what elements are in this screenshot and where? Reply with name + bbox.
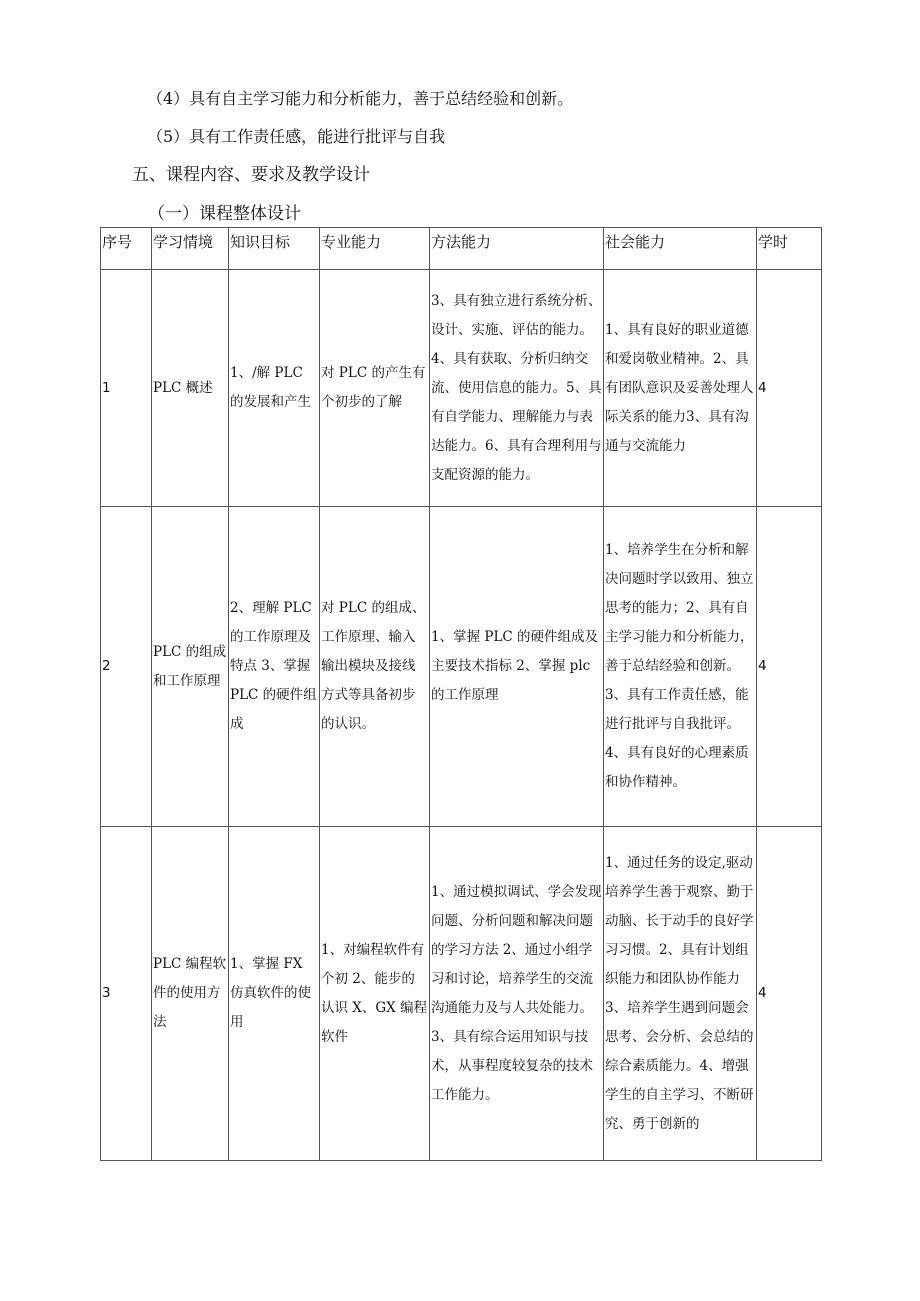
cell-social: 1、通过任务的设定,驱动培养学生善于观察、勤于动脑、长于动手的良好学习习惯。2、具有计划组织能力和团队协作能力 3、培养学生遇到问题会思考、会分析、会总结的综合素质能力。4、增强学生的自主学习、不断研究、勇于创新的: [604, 827, 757, 1161]
cell-knowledge: 2、理解 PLC 的工作原理及特点 3、掌握 PLC 的硬件组成: [229, 507, 320, 827]
cell-situation: PLC 概述: [152, 270, 229, 507]
table-row: [101, 507, 822, 827]
table-row: [101, 827, 822, 1161]
table-row: [101, 270, 822, 507]
header-hours: 学时: [757, 228, 822, 270]
cell-professional: 对 PLC 的组成、工作原理、输入输出模块及接线方式等具备初步的认识。: [320, 507, 430, 827]
cell-no: 2: [101, 507, 152, 827]
header-no: 序号: [101, 228, 152, 270]
cell-knowledge: 1、掌握 FX 仿真软件的使用: [229, 827, 320, 1161]
cell-hours: 4: [757, 507, 822, 827]
paragraph-5: （5）具有工作责任感，能进行批评与自我: [147, 127, 446, 146]
cell-social: 1、具有良好的职业道德和爱岗敬业精神。2、具有团队意识及妥善处理人际关系的能力3、具有沟通与交流能力: [604, 270, 757, 507]
paragraph-4: （4）具有自主学习能力和分析能力，善于总结经验和创新。: [147, 89, 574, 108]
cell-method: 1、掌握 PLC 的硬件组成及主要技术指标 2、掌握 plc 的工作原理: [430, 507, 604, 827]
header-situation: 学习情境: [152, 228, 229, 270]
cell-hours: 4: [757, 270, 822, 507]
course-design-table: [100, 227, 822, 1161]
table-header-row: [101, 228, 822, 270]
cell-social: 1、培养学生在分析和解决问题时学以致用、独立思考的能力；2、具有自主学习能力和分析能力，善于总结经验和创新。3、具有工作责任感，能进行批评与自我批评。4、具有良好的心理素质和协作精神。: [604, 507, 757, 827]
cell-professional: 1、对编程软件有个初 2、能步的认识 X、GX 编程软件: [320, 827, 430, 1161]
cell-hours: 4: [757, 827, 822, 1161]
cell-no: 3: [101, 827, 152, 1161]
cell-situation: PLC 的组成和工作原理: [152, 507, 229, 827]
cell-method: 1、通过模拟调试、学会发现问题、分析问题和解决问题的学习方法 2、通过小组学习和讨论，培养学生的交流沟通能力及与人共处能力。3、具有综合运用知识与技术，从事程度较复杂的技术工作能力。: [430, 827, 604, 1161]
cell-professional: 对 PLC 的产生有个初步的了解: [320, 270, 430, 507]
header-professional: 专业能力: [320, 228, 430, 270]
header-method: 方法能力: [430, 228, 604, 270]
header-social: 社会能力: [604, 228, 757, 270]
header-knowledge: 知识目标: [229, 228, 320, 270]
cell-method: 3、具有独立进行系统分析、设计、实施、评估的能力。4、具有获取、分析归纳交流、使用信息的能力。5、具有自学能力、理解能力与表达能力。6、具有合理利用与支配资源的能力。: [430, 270, 604, 507]
cell-knowledge: 1、/解 PLC 的发展和产生: [229, 270, 320, 507]
section-heading: 五、课程内容、要求及教学设计: [132, 165, 370, 185]
cell-situation: PLC 编程软件的使用方法: [152, 827, 229, 1161]
cell-no: 1: [101, 270, 152, 507]
subsection-heading: （一）课程整体设计: [148, 204, 301, 224]
